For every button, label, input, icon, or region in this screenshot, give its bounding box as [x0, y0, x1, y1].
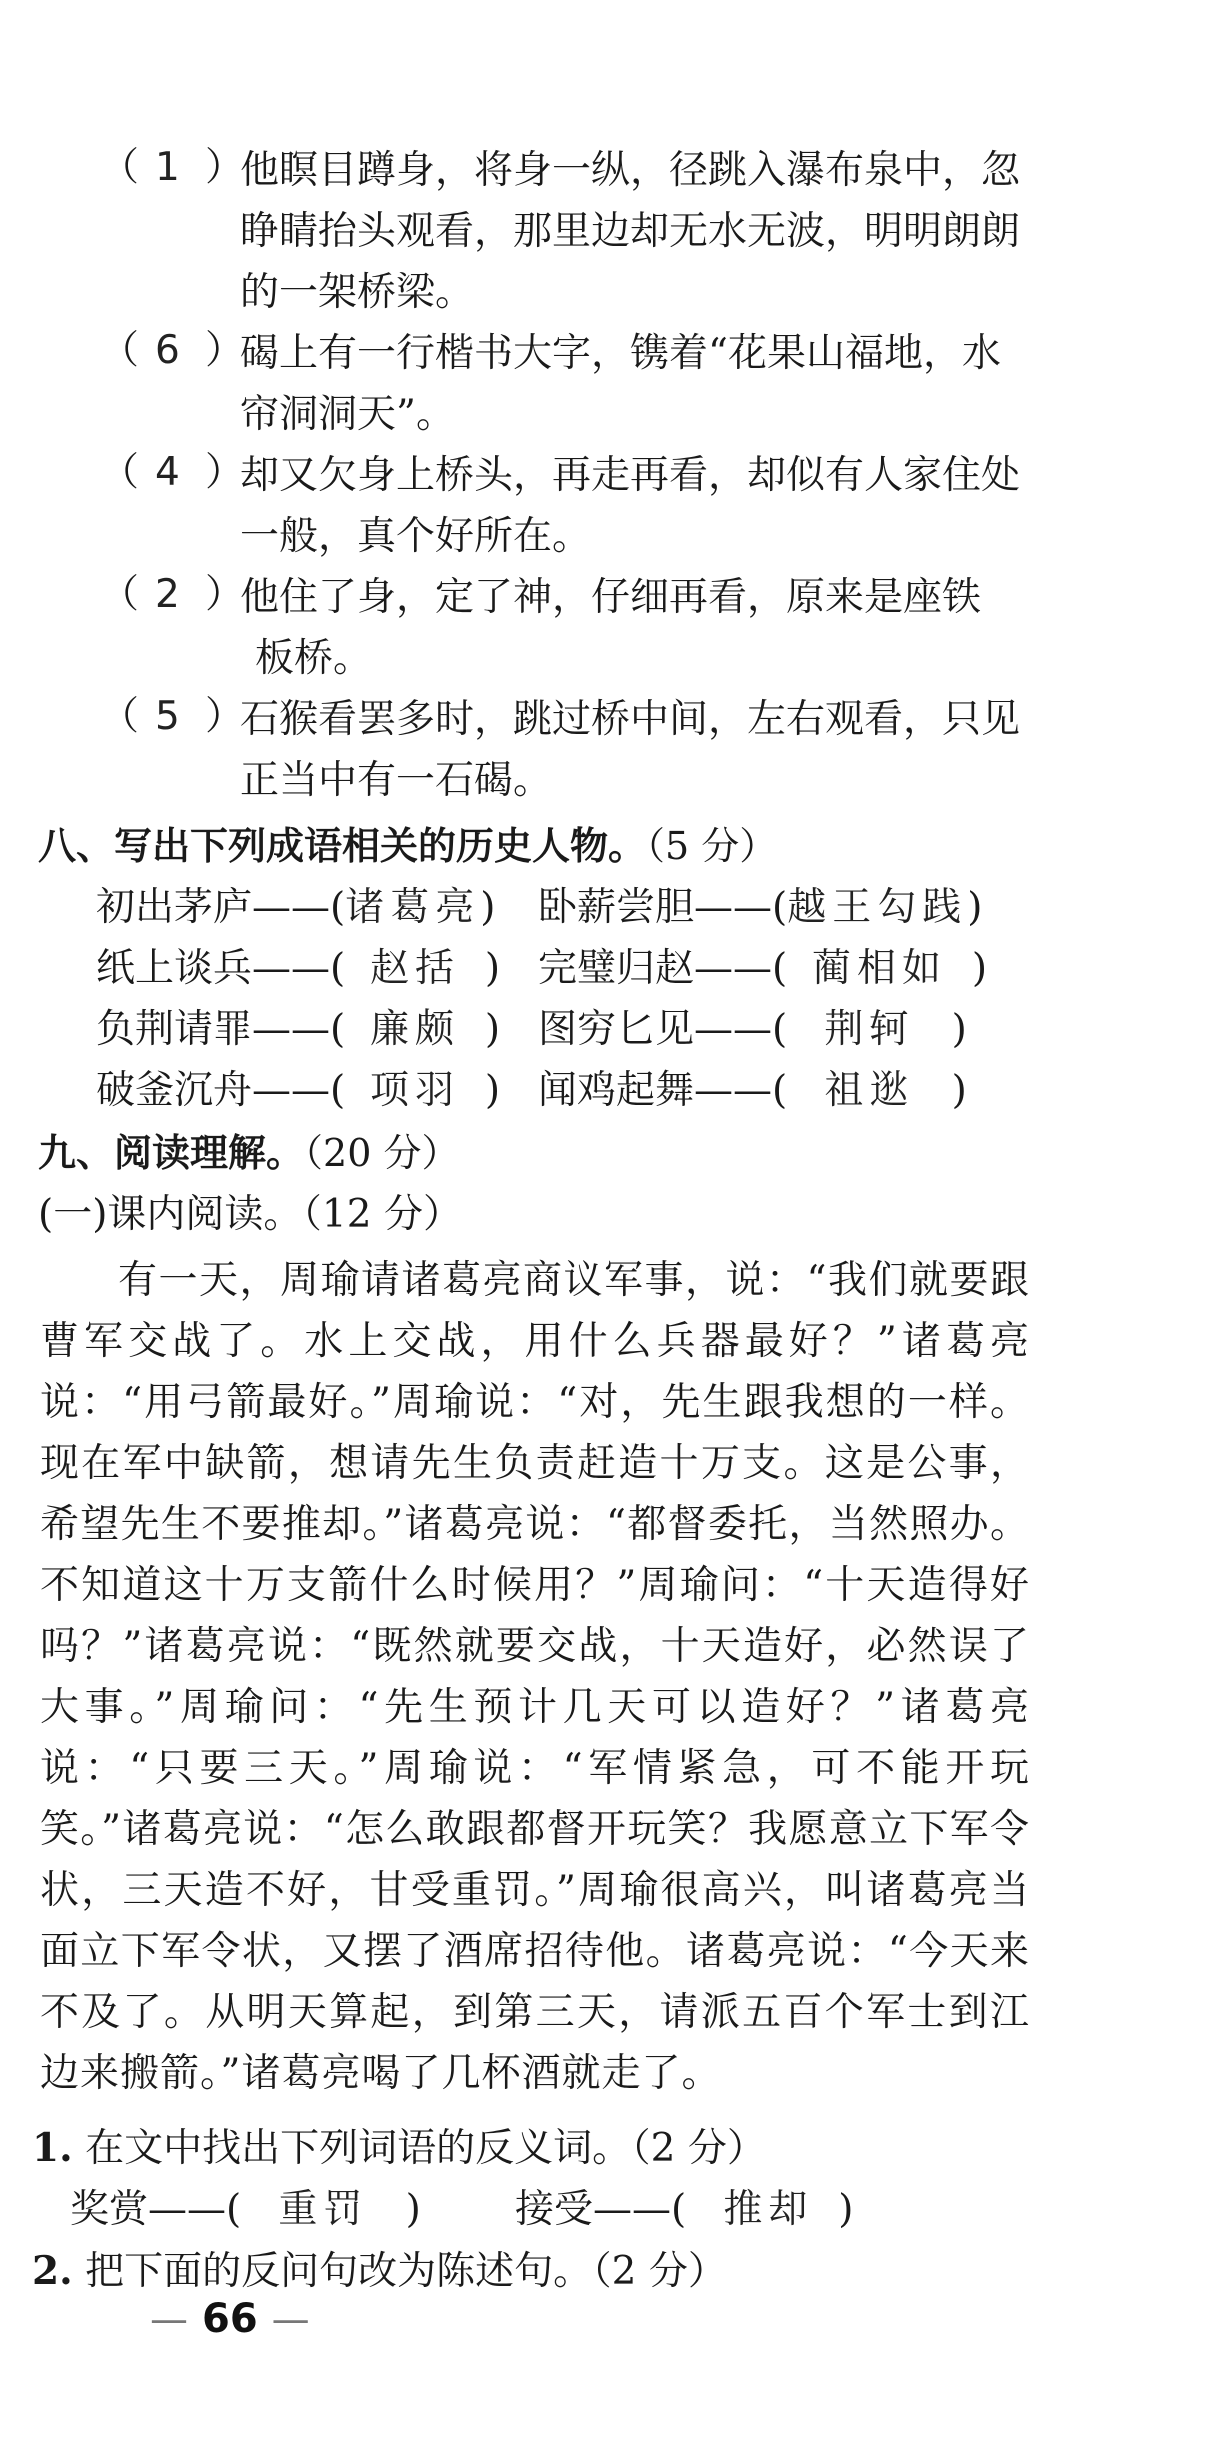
idiom-answer: 祖逖 — [824, 1068, 915, 1113]
dash: —— — [694, 885, 773, 930]
ordering-text: 却又欠身上桥头，再走再看，却似有人家住处 — [240, 453, 1021, 498]
idiom-item: 纸上谈兵——( 赵括 ) — [96, 946, 501, 991]
open-paren: （ — [100, 145, 140, 190]
question-number: 1. — [32, 2125, 73, 2171]
dash: —— — [593, 2187, 672, 2232]
dash: —— — [252, 1068, 331, 1113]
idiom-text: 完璧归赵 — [538, 946, 695, 991]
order-number: 2 — [155, 572, 186, 617]
close-paren: ） — [205, 694, 245, 739]
section-8-title — [38, 818, 777, 874]
dash: —— — [148, 2187, 227, 2232]
question-2 — [32, 2243, 727, 2300]
page-number: 66 — [202, 2296, 258, 2342]
close-paren: ） — [205, 450, 245, 495]
ordering-text: 板桥。 — [255, 636, 373, 681]
ordering-text: 正当中有一石碣。 — [240, 758, 553, 803]
subsection-title: (一)课内阅读。（12 分） — [38, 1192, 462, 1237]
idiom-text: 破釜沉舟 — [96, 1068, 253, 1113]
section-points: （20 分） — [304, 1131, 460, 1175]
antonym-item: 奖赏——( 重罚 ) — [70, 2187, 421, 2232]
question-text: 把下面的反问句改为陈述句。（2 分） — [85, 2249, 727, 2294]
order-number: 1 — [155, 145, 186, 190]
antonym-item: 接受——( 推却 ) — [515, 2187, 854, 2232]
section-points: （5 分） — [646, 824, 778, 868]
idiom-item: 破釜沉舟——( 项羽 ) — [96, 1068, 501, 1113]
idiom-item: 图穷匕见——( 荆轲 ) — [538, 1007, 967, 1052]
antonym-answer: 推却 — [723, 2187, 814, 2232]
dash: —— — [694, 1068, 773, 1113]
question-1 — [32, 2120, 766, 2177]
idiom-answer: 蔺相如 — [812, 946, 948, 991]
idiom-text: 图穷匕见 — [538, 1007, 695, 1052]
antonym-answer: 重罚 — [278, 2187, 369, 2232]
dash: —— — [252, 946, 331, 991]
question-text: 在文中找出下列词语的反义词。（2 分） — [85, 2126, 766, 2171]
ordering-text: 他住了身，定了神，仔细再看，原来是座铁 — [240, 575, 982, 620]
section-title-text: 九、阅读理解。 — [38, 1131, 305, 1175]
idiom-item: 完璧归赵——( 蔺相如 ) — [538, 946, 988, 991]
idiom-answer: 赵括 — [370, 946, 461, 991]
idiom-item: 初出茅庐——(诸葛亮) — [96, 885, 496, 930]
ordering-text: 碣上有一行楷书大字，镌着“花果山福地，水 — [240, 331, 1001, 376]
idiom-item: 闻鸡起舞——( 祖逖 ) — [538, 1068, 967, 1113]
page-footer — [150, 2296, 310, 2342]
idiom-text: 负荆请罪 — [96, 1007, 253, 1052]
footer-rule-left: — — [150, 2297, 188, 2341]
ordering-text: 一般，真个好所在。 — [240, 514, 592, 559]
ordering-text: 睁睛抬头观看，那里边却无水无波，明明朗朗 — [240, 209, 1021, 254]
open-paren: （ — [100, 450, 140, 495]
question-number: 2. — [32, 2248, 73, 2294]
order-number: 6 — [155, 328, 186, 373]
section-title-text: 八、写出下列成语相关的历史人物。 — [38, 824, 647, 868]
open-paren: （ — [100, 328, 140, 373]
close-paren: ） — [205, 328, 245, 373]
dash: —— — [252, 1007, 331, 1052]
section-9-title — [38, 1125, 459, 1181]
order-number: 5 — [155, 694, 186, 739]
idiom-answer: 荆轲 — [824, 1007, 915, 1052]
idiom-item: 卧薪尝胆——(越王勾践) — [538, 885, 983, 930]
idiom-text: 闻鸡起舞 — [538, 1068, 695, 1113]
ordering-text: 帘洞洞天”。 — [240, 392, 455, 437]
close-paren: ） — [205, 572, 245, 617]
order-number: 4 — [155, 450, 186, 495]
idiom-text: 纸上谈兵 — [96, 946, 253, 991]
footer-rule-right: — — [271, 2297, 310, 2341]
idiom-text: 初出茅庐 — [96, 885, 253, 930]
dash: —— — [694, 946, 773, 991]
ordering-text: 他瞑目蹲身，将身一纵，径跳入瀑布泉中，忽 — [240, 148, 1021, 193]
ordering-text: 石猴看罢多时，跳过桥中间，左右观看，只见 — [240, 697, 1021, 742]
dash: —— — [252, 885, 331, 930]
reading-passage: 有一天，周瑜请诸葛亮商议军事，说：“我们就要跟曹军交战了。水上交战，用什么兵器最好？”诸葛亮说：“用弓箭最好。”周瑜说：“对，先生跟我想的一样。现在军中缺箭，想请先生负责赶造十万支。这是公事，希望先生不要推却。”诸葛亮说：“都督委托，当然照办。不知道这十万支箭什么时候用？”周瑜问：“十天造得好吗？”诸葛亮说：“既然就要交战，十天造好，必然误了大事。”周瑜问：“先生预计几天可以造好？”诸葛亮说：“只要三天。”周瑜说：“军情紧急，可不能开玩笑。”诸葛亮说：“怎么敢跟都督开玩笑？我愿意立下军令状，三天造不好，甘受重罚。”周瑜很高兴，叫诸葛亮当面立下军令状，又摆了酒席招待他。诸葛亮说：“今天来不及了。从明天算起，到第三天，请派五百个军士到江边来搬箭。”诸葛亮喝了几杯酒就走了。 — [40, 1258, 1030, 2096]
close-paren: ） — [205, 145, 245, 190]
idiom-text: 卧薪尝胆 — [538, 885, 695, 930]
idiom-item: 负荆请罪——( 廉颇 ) — [96, 1007, 501, 1052]
antonym-word: 奖赏 — [70, 2187, 149, 2232]
antonym-word: 接受 — [515, 2187, 594, 2232]
idiom-answer: 项羽 — [370, 1068, 461, 1113]
idiom-answer: 越王勾践 — [787, 885, 968, 930]
ordering-text: 的一架桥梁。 — [240, 270, 475, 315]
open-paren: （ — [100, 694, 140, 739]
idiom-answer: 诸葛亮 — [345, 885, 481, 930]
dash: —— — [694, 1007, 773, 1052]
idiom-answer: 廉颇 — [370, 1007, 461, 1052]
open-paren: （ — [100, 572, 140, 617]
